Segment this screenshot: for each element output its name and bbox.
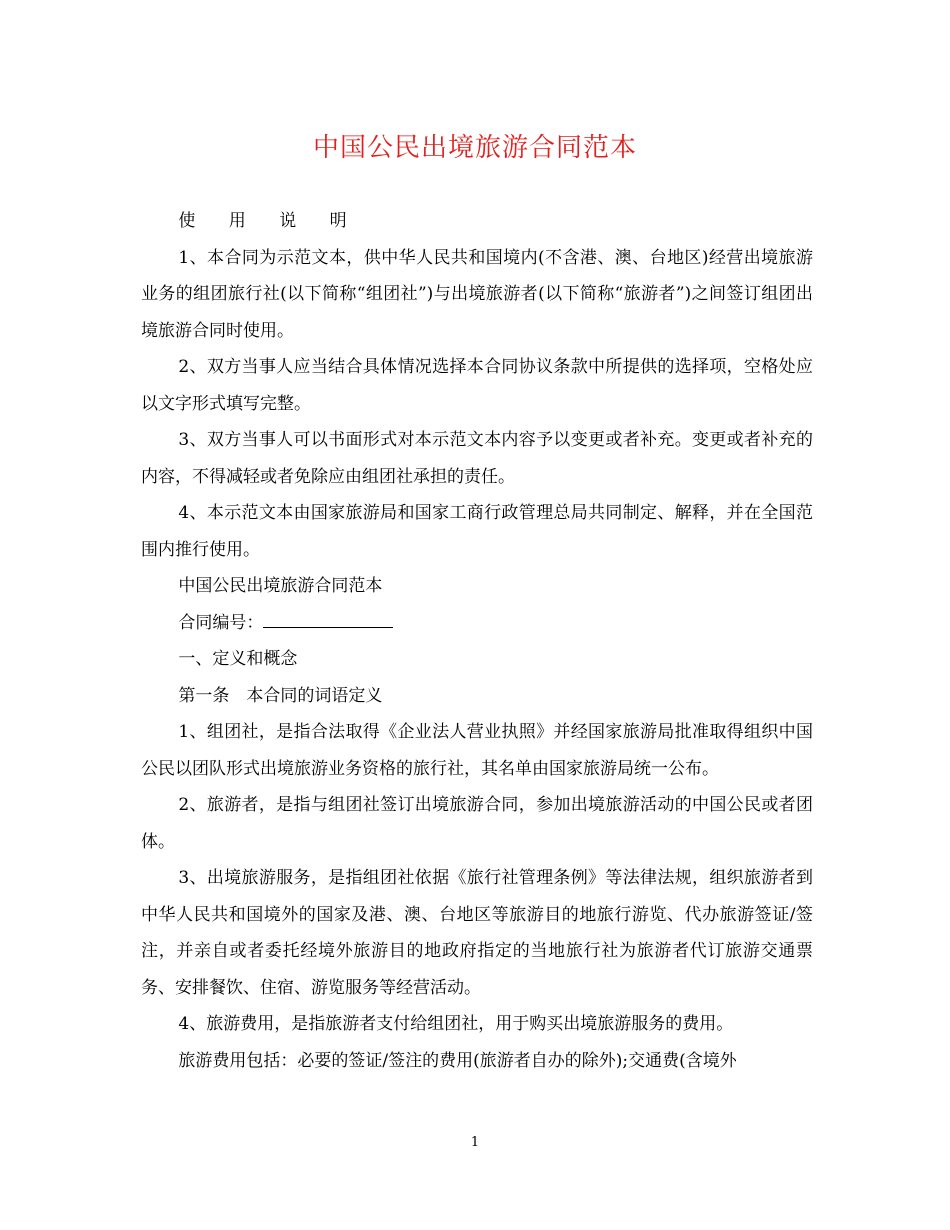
usage-item-2: 2、双方当事人应当结合具体情况选择本合同协议条款中所提供的选择项，空格处应以文字形式填写完整。	[141, 357, 813, 414]
contract-number-blank	[263, 610, 393, 628]
definition-1: 1、组团社，是指合法取得《企业法人营业执照》并经国家旅游局批准取得组织中国公民以团队形式出境旅游业务资格的旅行社，其名单由国家旅游局统一公布。	[141, 722, 813, 779]
usage-item-1: 1、本合同为示范文本，供中华人民共和国境内(不含港、澳、台地区)经营出境旅游业务的组团旅行社(以下简称“组团社”)与出境旅游者(以下简称“旅游者”)之间签订组团出境旅游合同时使用。	[141, 247, 813, 341]
usage-heading: 使 用 说 明	[178, 211, 361, 231]
definition-2: 2、旅游者，是指与组团社签订出境旅游合同，参加出境旅游活动的中国公民或者团体。	[141, 795, 813, 852]
section-heading: 一、定义和概念	[178, 649, 298, 669]
usage-item-3: 3、双方当事人可以书面形式对本示范文本内容予以变更或者补充。变更或者补充的内容，不得减轻或者免除应由组团社承担的责任。	[141, 430, 813, 487]
document-title: 中国公民出境旅游合同范本	[312, 133, 637, 163]
contract-title: 中国公民出境旅游合同范本	[178, 576, 383, 596]
contract-number-label: 合同编号：	[178, 612, 264, 633]
definition-3: 3、出境旅游服务，是指组团社依据《旅行社管理条例》等法律法规，组织旅游者到中华人民共和国境外的国家及港、澳、台地区等旅游目的地旅行游览、代办旅游签证/签注，并亲自或者委托经境外旅游目的地政府指定的当地旅行社为旅游者代订旅游交通票务、安排餐饮、住宿、游览服务等经营活动。	[141, 868, 813, 998]
definition-5: 旅游费用包括：必要的签证/签注的费用(旅游者自办的除外);交通费(含境外	[178, 1050, 737, 1071]
contract-number-line	[141, 605, 813, 642]
definition-4: 4、旅游费用，是指旅游者支付给组团社，用于购买出境旅游服务的费用。	[178, 1014, 734, 1034]
article-heading: 第一条 本合同的词语定义	[178, 685, 383, 706]
page-number: 1	[470, 1135, 480, 1150]
usage-item-4: 4、本示范文本由国家旅游局和国家工商行政管理总局共同制定、解释，并在全国范围内推行使用。	[141, 503, 813, 560]
document-body	[141, 203, 813, 1079]
